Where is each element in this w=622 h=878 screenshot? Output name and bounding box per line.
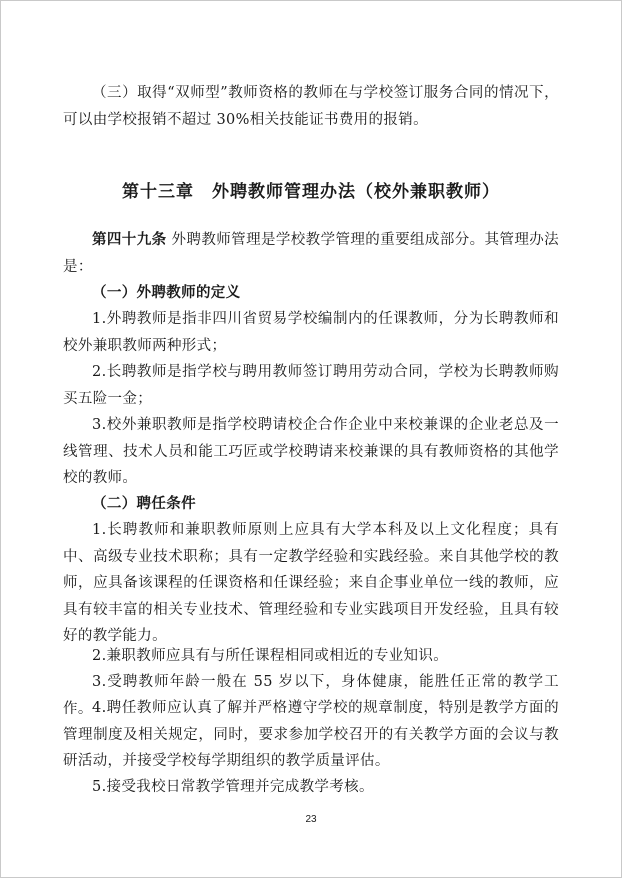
condition-item-2: 2.兼职教师应具有与所任课程相同或相近的专业知识。 <box>92 648 449 664</box>
condition-item-3: 3.受聘教师年龄一般在 55 岁以下，身体健康，能胜任正常的教学工作。 <box>63 674 559 717</box>
article-text: 外聘教师管理是学校教学管理的重要组成部分。其管理办法是： <box>63 232 560 275</box>
section-heading-conditions: （二）聘任条件 <box>92 495 196 512</box>
definition-item-2: 2.长聘教师是指学校与聘用教师签订聘用劳动合同，学校为长聘教师购买五险一金； <box>63 364 559 407</box>
condition-item-1: 1.长聘教师和兼职教师原则上应具有大学本科及以上文化程度；具有中、高级专业技术职称；具有一定教学经验和实践经验。来自其他学校的教师，应具备该课程的任课资格和任课经验；来自企事业单位一线的教师，应具有较丰富的相关专业技术、管理经验和专业实践项目开发经验，且具有较好的教学能力。 <box>63 522 559 644</box>
definition-item-1: 1.外聘教师是指非四川省贸易学校编制内的任课教师，分为长聘教师和校外兼职教师两种形式； <box>63 311 559 354</box>
article-49-paragraph <box>63 227 559 280</box>
condition-item-5: 5.接受我校日常教学管理并完成教学考核。 <box>92 779 374 795</box>
definition-item-3: 3.校外兼职教师是指学校聘请校企合作企业中来校兼课的企业老总及一线管理、技术人员和能工巧匠或学校聘请来校兼课的具有教师资格的其他学校的教师。 <box>63 417 559 486</box>
paragraph-double-qualified-teacher: （三）取得“双师型”教师资格的教师在与学校签订服务合同的情况下，可以由学校报销不超过 30%相关技能证书费用的报销。 <box>63 85 559 128</box>
article-label: 第四十九条 <box>92 231 167 248</box>
section-heading-definition: （一）外聘教师的定义 <box>92 284 241 301</box>
condition-item-4: 4.聘任教师应认真了解并严格遵守学校的规章制度，特别是教学方面的管理制度及相关规定，同时，要求参加学校召开的有关教学方面的会议与教研活动，并接受学校每学期组织的教学质量评估。 <box>63 700 559 769</box>
chapter-title: 第十三章 外聘教师管理办法（校外兼职教师） <box>122 182 500 202</box>
page-number: 23 <box>305 814 317 825</box>
